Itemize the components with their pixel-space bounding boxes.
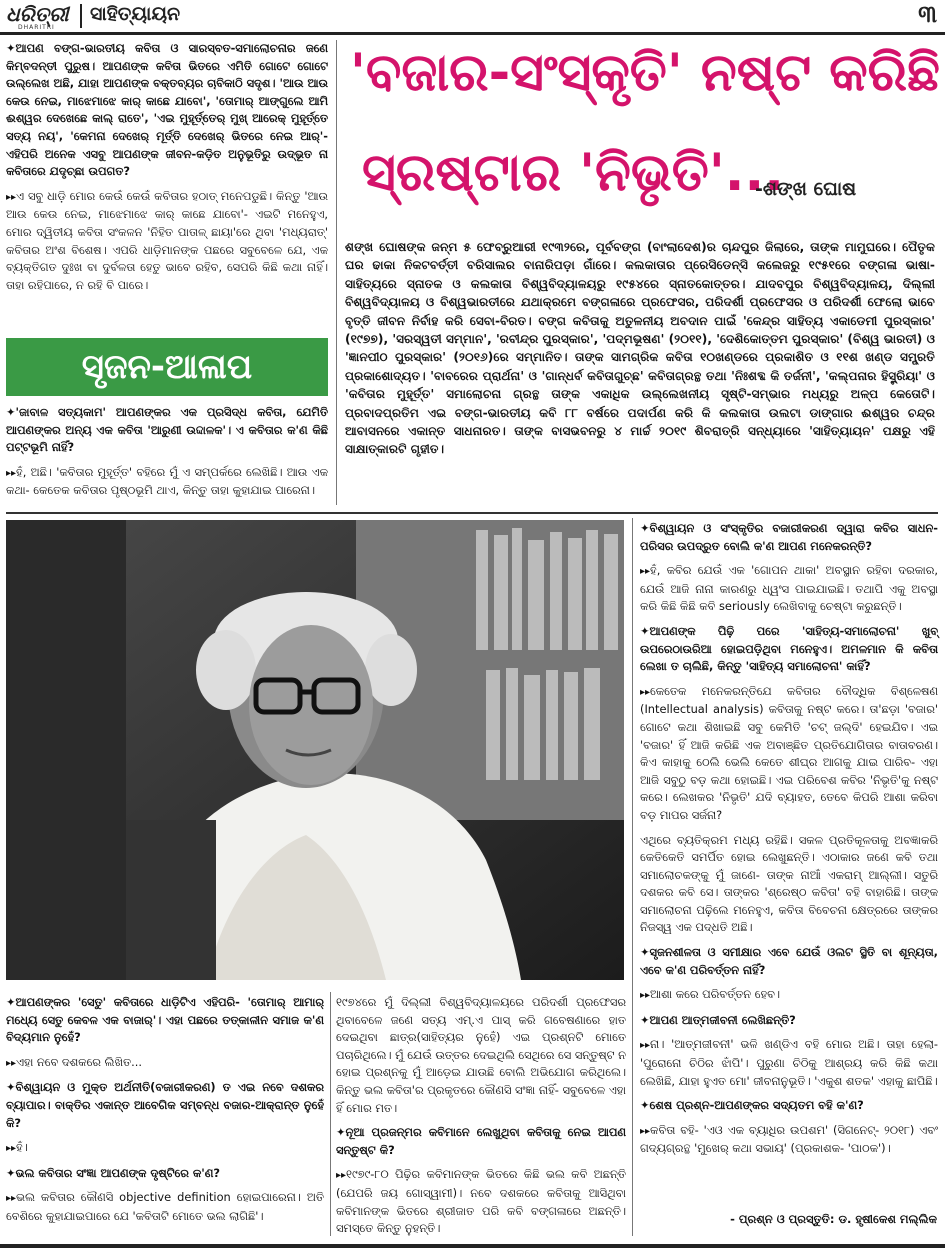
section-name: ସାହିତ୍ୟାୟନ: [90, 3, 181, 25]
author-introduction: ଶଙ୍ଖ ଘୋଷଙ୍କ ଜନ୍ମ ୫ ଫେବ୍ରୁଆରୀ ୧୯୩୨ରେ, ପୂର୍ବବଙ୍ଗ (ବାଂଲାଦେଶ)ର ଚାନ୍ଦପୁର ଜିଲାରେ, ତାଙ୍କ ମାମୁଘରେ। ପୈତୃକ ଘର ଢାକା ନିକଟବର୍ତ୍ତୀ ବରିସାଲର ବାନାରିପଡ଼ା ଗାଁରେ। କଲକାତାର ପ୍ରେସିଡେନ୍ସି କଲେଜରୁ ୧୯୫୧ରେ ବଙ୍ଗଳା ଭାଷା-ସାହିତ୍ୟରେ ସ୍ନାତକ ଓ କଲକାତା ବିଶ୍ୱବିଦ୍ୟାଳୟରୁ ୧୯୫୪ରେ ସ୍ନାତକୋତ୍ତର। ଯାଦବପୁର ବିଶ୍ୱବିଦ୍ୟାଳୟ, ଦିଲ୍ଲୀ ବିଶ୍ୱବିଦ୍ୟାଳୟ ଓ ବିଶ୍ୱଭାରତୀରେ ଯଥାକ୍ରମେ ବଙ୍ଗଳାରେ ପ୍ରଫେସର, ପରିଦର୍ଶୀ ପ୍ରଫେସର ଓ ପରିଦର୍ଶୀ ଫେଲୋ ଭାବେ ବୃତ୍ତି ଜୀବନ ନିର୍ବାହ କରି ସେବା-ବିରତ। ବଙ୍ଗ କବିତାକୁ ଅତୁଳନୀୟ ଅବଦାନ ପାଇଁ 'କେନ୍ଦ୍ର ସାହିତ୍ୟ ଏକାଡେମୀ ପୁରସ୍କାର' (୧୯୭୭), 'ସରସ୍ୱତୀ ସମ୍ମାନ', 'ରବୀନ୍ଦ୍ର ପୁରସ୍କାର', 'ପଦ୍ମଭୂଷଣ' (୨୦୧୧), 'ଦେଶିକୋତ୍ତମ ପୁରସ୍କାର' (ବିଶ୍ୱ ଭାରତୀ) ଓ 'ଜ୍ଞାନପୀଠ ପୁରସ୍କାର' (୨୦୧୬)ରେ ସମ୍ମାନିତ। ତାଙ୍କ ସାମଗ୍ରିକ କବିତା ୧୦ଖଣ୍ଡରେ ପ୍ରକାଶିତ ଓ ୧୧ଶ ଖଣ୍ଡ ସମ୍ପ୍ରତି ପ୍ରକାଶୋଦ୍ୟତ। 'ବାବରେର ପ୍ରାର୍ଥନା' ଓ 'ଗାନ୍ଧର୍ବ କବିତାଗୁଚ୍ଛ' କବିତାଗ୍ରନ୍ଥ ତଥା 'ନିଃଶବ୍ଦ କି ତର୍ଜନୀ', 'କଲ୍ପନାର ହିସ୍ଟ୍ରିୟା' ଓ 'କବିତାର ମୁହୂର୍ତ୍ତ' ସମାଲୋଚନା ଗ୍ରନ୍ଥ ତାଙ୍କ ଏକାଧିକ ଉଲ୍ଲେଖନୀୟ ସୃଷ୍ଟି-ସମ୍ଭାର ମଧ୍ୟରୁ ଅଳ୍ପ କେତୋଟି। ପ୍ରବାଦପ୍ରତିମ ଏଇ ବଙ୍ଗ-ଭାରତୀୟ କବି ୮୮ ବର୍ଷରେ ପଦାର୍ପଣ କରି କି କଲକାତା ଉଲଟା ଡାଙ୍ଗାର ଈଶ୍ୱର ଚନ୍ଦ୍ର ଆବାସନରେ ଏକାନ୍ତ ସାଧନାରତ। ତାଙ୍କ ବାସଭବନରୁ ୪ ମାର୍ଚ୍ଚ ୨୦୧୯ ଶିବରାତ୍ରି ସନ୍ଧ୍ୟାରେ 'ସାହିତ୍ୟାୟନ' ପକ୍ଷରୁ ଏହି ସାକ୍ଷାତ୍କାରଟି ଗୃହୀତ।: [345, 240, 935, 457]
interview-answer: ▸▸ ଏ ସବୁ ଧାଡ଼ି ମୋର କେଉଁ କେଉଁ କବିତାର ହଠାତ୍ ମନେପଡୁଛି। କିନ୍ତୁ 'ଆଉ ଆଉ କେଉ ନେଇ, ମାଝେମାଝେ କାର୍ କାଛେ ଯାବୋ'- ଏଇଟି ମନେହୁଏ, ମୋର ଦ୍ୱିତୀୟ କବିତା ସଂକଳନ 'ନିହିତ ପାତାଳ୍ ଛାୟା'ରେ ଥିବା 'ମଧ୍ୟରାତ୍' କବିତାର ଅଂଶ ବିଶେଷ। ଏପରି ଧାଡ଼ିମାନଙ୍କ ପଛରେ ସବୁବେଳେ ଯେ, ଏକ ବ୍ୟକ୍ତିଗତ ଦୁଃଖ ବା ଦୁର୍ବଳତା ହେତୁ ଭାବେ ରହିବ, ସେପରି କିଛି କଥା ନାହିଁ। ତାହା ରହିପାରେ, ନ ରହି ବି ପାରେ।: [6, 188, 328, 295]
interview-question: ✦ ଆପଣଙ୍କ ପିଢ଼ି ପରେ 'ସାହିତ୍ୟ-ସମାଲୋଚନା' ଖୁବ୍ ଉପରେଠାଉରିଆ ହୋଇପଡ଼ିଥିବା ମନେହୁଏ। ଅମଳମାନ କି କବିତା ଲେଖା ତ ଚାଲିଛି, କିନ୍ତୁ 'ସାହିତ୍ୟ ସମାଲୋଚନା' କାହିଁ?: [640, 623, 938, 676]
interviewer-credit: - ପ୍ରଶ୍ନ ଓ ପ୍ରସ୍ତୁତି: ଡ. ହୃଷୀକେଶ ମଲ୍ଲିକ: [730, 1212, 937, 1226]
column-divider: [632, 518, 633, 1236]
horizontal-rule: [6, 512, 938, 514]
left-column-middle: [6, 404, 328, 507]
interview-answer: ▸▸ ୧୯୭୯-୮୦ ପିଢ଼ିର କବିମାନଙ୍କ ଭିତରେ କିଛି ଭଲ କବି ଅଛନ୍ତି (ଯେପରି ଜୟ ଗୋସ୍ୱାମୀ)। ନବେ ଦଶକରେ କବିତାକୁ ଆସିଥିବା କବିମାନଙ୍କ ଭିତରେ ଶ୍ରୀଜାତ ପରି କବି ବଙ୍ଗଳାରେ ଅଛନ୍ତି। ସମସ୍ତେ କିନ୍ତୁ ନୁହନ୍ତି।: [336, 1166, 626, 1237]
interview-question: ✦ ଭଲ କବିତାର ସଂଜ୍ଞା ଆପଣଙ୍କ ଦୃଷ୍ଟିରେ କ'ଣ?: [6, 1165, 324, 1183]
interview-answer: ▸▸ ହଁ, ଅଛି। 'କବିତାର ମୁହୂର୍ତ୍ତ' ବହିରେ ମୁଁ ଏ ସମ୍ପର୍କରେ ଲେଖିଛି। ଆଉ ଏକ କଥା- କେତେକ କବିତାର ପୃଷ୍ଠଭୂମି ଥାଏ, କିନ୍ତୁ ତାହା କୁହାଯାଇ ପାରେନା।: [6, 464, 328, 500]
right-column: [640, 520, 938, 1165]
interview-question: ✦ ନୂଆ ପ୍ରଜନ୍ମର କବିମାନେ ଲେଖୁଥିବା କବିତାକୁ ନେଇ ଆପଣ ସନ୍ତୁଷ୍ଟ କି?: [336, 1124, 626, 1159]
page-bottom-rule: [0, 1244, 945, 1248]
article-paragraph: ଏଥିରେ ବ୍ୟତିକ୍ରମ ମଧ୍ୟ ରହିଛି। ସକଳ ପ୍ରତିକୂଳତାକୁ ଅବଜ୍ଞାକରି କେତିକେତି ସମର୍ପିତ ହୋଇ ଲେଖୁଛନ୍ତି। ଏଠାକାର ଜଣେ କବି ତଥା ସମାଲୋଚକଙ୍କୁ ମୁଁ ଜାଣେ- ତାଙ୍କ ନାଆଁ ଏକରାମ୍ ଆଲ୍ଲୀ। ସତୁରି ଦଶକର କବି ସେ। ତାଙ୍କର 'ଶ୍ରେଷ୍ଠ କବିତା' ବହି ବାହାରିଛି। ତାଙ୍କ ସମାଲୋଚନା ପଢ଼ିଲେ ମନେହୁଏ, କବିତା ବିବେଚନା କ୍ଷେତ୍ରରେ ତାଙ୍କର ନିଜସ୍ୱ ଏକ ପଦ୍ଧତି ଅଛି।: [640, 832, 938, 935]
interview-question: ✦ ଆପଣ ଆତ୍ମଜୀବନୀ ଲେଖିଛନ୍ତି?: [640, 1012, 938, 1030]
interview-question: ✦ ବିଶ୍ୱାୟନ ଓ ମୁକ୍ତ ଅର୍ଥନୀତି(ବଜାରୀକରଣ) ତ ଏଇ ନବେ ଦଶକର ବ୍ୟାପାର। ବାକ୍ତିର ଏକାନ୍ତ ଆବେଗିକ ସମ୍ବନ୍ଧ ବଜାର-ଆକ୍ରାନ୍ତ ନୁହେଁ କି?: [6, 1079, 324, 1132]
interview-answer: ▸▸ ହଁ।: [6, 1139, 324, 1158]
bottom-left-column: [6, 994, 324, 1233]
author-portrait-photo: [6, 520, 624, 980]
interview-answer: ▸▸ ନା। 'ଆତ୍ମଜୀବନୀ' ଭଳି ଖଣ୍ଡିଏ ବହି ମୋର ଅଛି। ତାହା ହେଲା- 'ପୁରୋନୋ ଚିଠିର ଝାଁପି'। ପୁରୁଣା ଚିଠିକୁ ଆଶ୍ରୟ କରି କିଛି କଥା ଲେଖିଛି, ଯାହା ହୁଏତ ମୋ' ଜୀବନାନୁଭୂତି। 'ଏକୁଶ ଶତକ' ଏହାକୁ ଛାପିଛି।: [640, 1036, 938, 1090]
headline-byline: -ଶଙ୍ଖ ଘୋଷ: [755, 178, 857, 200]
newspaper-logo: ଧରିତ୍ରୀ: [6, 2, 69, 26]
column-divider: [330, 992, 331, 1236]
interview-answer: ▸▸ କେତେକ ମନେକରନ୍ତିଯେ କବିତାର ବୌଦ୍ଧିକ ବିଶ୍ଳେଷଣ (Intellectual analysis) କବିତାକୁ ନଷ୍ଟ କରେ। ତା'ଛଡ଼ା 'ବଜାର' ଗୋଟେ କଥା ଶିଖାଇଛି ସବୁ କେମିତି 'ଚଟ୍ ଜଲ୍ଦି' ହେଇଯିବ। ଏଇ 'ବଜାର' ହିଁ ଆଜି କରିଛି ଏକ ଅବାଞ୍ଛିତ ପ୍ରତିଯୋଗିତାର ବାତାବରଣ। କିଏ କାହାକୁ ଠେଲି ଭେଲି କେତେ ଶୀଘ୍ର ଆଗକୁ ଯାଇ ପାରିବ- ଏହା ଆଜି ସବୁଠୁ ବଡ଼ କଥା ହୋଇଛି। ଏଇ ପରିବେଶ କବିର 'ନିଭୃତି'କୁ ନଷ୍ଟ କରେ। ଲେଖକର 'ନିଭୃତି' ଯଦି ବ୍ୟାହତ, ତେବେ କିପରି ଆଶା କରିବା ବଡ଼ ମାପର ସର୍ଜନା?: [640, 683, 938, 825]
interview-question: ✦ ବିଶ୍ୱାୟନ ଓ ସଂସ୍କୃତିର ବଜାରୀକରଣ ଦ୍ୱାରା କବିର ସାଧନ-ପରିସର ଉପଦ୍ରୁତ ବୋଲି କ'ଣ ଆପଣ ମନେକରନ୍ତି?: [640, 520, 938, 555]
article-paragraph: ୧୯୭୪ରେ ମୁଁ ଦିଲ୍ଲୀ ବିଶ୍ୱବିଦ୍ୟାଳୟରେ ପରିଦର୍ଶୀ ପ୍ରଫେସର ଥିବାବେଳେ ଜଣେ ସତ୍ୟ ଏମ୍.ଏ ପାସ୍ କରି ଗବେଷଣାରେ ହାତ ଦେଇଥିବା ଛାତ୍ର(ସାହିତ୍ୟର ନୁହେଁ) ଏଇ ପ୍ରଶ୍ନଟି ମୋତେ ପଚାରିଥିଲେ। ମୁଁ ଯେଉଁ ଉତ୍ତର ଦେଇଥିଲି ସେଥିରେ ସେ ସନ୍ତୁଷ୍ଟ ନ ହୋଇ ପ୍ରଶ୍ନକୁ ମୁଁ ଆଡ଼େଇ ଯାଉଛି ବୋଲି ଅଭିଯୋଗ କରିଥିଲେ। କିନ୍ତୁ ଭଲ କବିତା'ର ପ୍ରକୃତରେ କୌଣସି ସଂଜ୍ଞା ନାହିଁ- ସବୁବେଳେ ଏହା ହିଁ ମୋର ମତ।: [336, 995, 626, 1115]
left-column-top: [6, 40, 328, 301]
headline-line-1: 'ବଜାର-ସଂସ୍କୃତି' ନଷ୍ଟ କରିଛି: [350, 43, 941, 103]
interview-answer: ▸▸ କବିତା ବହି- 'ଏଓ ଏକ ବ୍ୟାଧିର ଉପଶମ' (ସିଗନେଟ୍- ୨୦୧୮) ଏବଂ ଗଦ୍ୟଗ୍ରନ୍ଥ 'ମୁଖେର୍ କଥା ସଭାୟ' (ପ୍ରକାଶକ- 'ପାଠକ')।: [640, 1122, 938, 1158]
interview-question: ✦ ଆପଣଙ୍କର 'ସେତୁ' କବିତାରେ ଧାଡ଼ିଟିଏ ଏହିପରି- 'ତୋମାର୍ ଆମାର୍ ମଧ୍ୟେ ସେତୁ କେବଳ ଏକ ବାଜାର୍'। ଏହା ପଛରେ ତତ୍କାଳୀନ ସମାଜ କ'ଣ ବିଦ୍ୟମାନ ନୁହେଁ?: [6, 994, 324, 1047]
interview-answer: ▸▸ ହଁ, କବିର ଯେଉଁ ଏକ 'ଗୋପନ ଥାକା' ଅବସ୍ଥାନ ରହିବା ଦରକାର, ଯେଉଁ ଆଜି ନାନା କାରଣରୁ ଧ୍ୱଂସ ପାଇଯାଇଛି। ତଥାପି ଏକୁ ଅବସ୍ଥା କରି କିଛି କିଛି କବି seriously ଲେଖିବାକୁ ଚେଷ୍ଟା କରୁଛନ୍ତି।: [640, 562, 938, 616]
interview-question: ✦ ଶେଷ ପ୍ରଶ୍ନ-ଆପଣଙ୍କର ସଦ୍ୟତମ ବହି କ'ଣ?: [640, 1097, 938, 1115]
section-banner: ସୃଜନ-ଆଳାପ: [6, 338, 328, 396]
interview-question: ✦ 'ଜାବାଳ ସତ୍ୟକାମ' ଆପଣଙ୍କର ଏକ ପ୍ରସିଦ୍ଧ କବିତା, ଯେମିତି ଆପଣଙ୍କର ଅନ୍ୟ ଏକ କବିତା 'ଆରୁଣୀ ଉଦ୍ଦାଳକ'। ଏ କବିତାର କ'ଣ କିଛି ପଟ୍ଟଭୂମି ନାହିଁ?: [6, 404, 328, 457]
interview-answer: ▸▸ ଆଶା କରେ ପରିବର୍ତ୍ତନ ହେବ।: [640, 986, 938, 1005]
column-divider: [336, 40, 337, 505]
interview-question: ✦ ଆପଣ ବଙ୍ଗ-ଭାରତୀୟ କବିତା ଓ ସାରସ୍ବତ-ସମାଲୋଚନାର ଜଣେ କିମ୍ବଦନ୍ତୀ ପୁରୁଷ। ଆପଣଙ୍କ କବିତା ଭିତରେ ଏମିତି ଗୋଟେ ଗୋଟେ ଉଲ୍ଲେଖ ଅଛି, ଯାହା ଆପଣଙ୍କ ବକ୍ତବ୍ୟର ଚାବିକାଠି ସଦୃଶ। 'ଆଉ ଆଉ କେଉ ନେଇ, ମାଝେମାଝେ କାର୍ କାଛେ ଯାବୋ', 'ତୋମାର୍ ଆଙ୍ଗୁଲେ ଆମି ଈଶ୍ୱର ଦେଖେଛେ କାଲ୍ ରାତେ', 'ଏଇ ମୁହୂର୍ତ୍ତେର୍ ମୁଖ୍ ଆରେକ୍ ମୁହୂର୍ତ୍ତେ ସତ୍ୟ ନୟ', 'କେମନା ଦେଖେର୍ ମୂର୍ତ୍ତି ଦେଖେର୍ ଭିତରେ ନେଇ ଆର୍'- ଏହିପରି ଅନେକ ଏସବୁ ଆପଣଙ୍କ ଜୀବନ-କଡ଼ିତ ଅନୁଭୂତିରୁ ଉଦ୍ଭୂତ ନା କବିତାରେ ଯଦୃଚ୍ଛା ଉପଗତ?: [6, 40, 328, 181]
newspaper-logo-subtitle: DHARITRI: [18, 24, 55, 31]
header-divider: [80, 4, 82, 28]
headline-line-2: ସ୍ରଷ୍ଟାର 'ନିଭୃତି'...: [362, 143, 785, 203]
interview-answer: ▸▸ ଏହା ନବେ ଦଶକରେ ଲିଖିତ...: [6, 1054, 324, 1073]
interview-question: ✦ ସୃଜନଶୀଳତା ଓ ସମୀକ୍ଷାର ଏବେ ଯେଉଁ ଓଲଟ ସ୍ଥିତି ବା ଶୂନ୍ୟତା, ଏବେ କ'ଣ ପରିବର୍ତ୍ତନ ନାହିଁ?: [640, 944, 938, 979]
bottom-middle-column: [336, 994, 626, 1245]
interview-answer: ▸▸ ଭଲ କବିତାର କୌଣସି objective definition ହୋଇପାରେନା। ଅତି ବେଶିରେ କୁହାଯାଇପାରେ ଯେ 'କବିତାଟି ମୋତେ ଭଲ ଲାଗିଛି'।: [6, 1189, 324, 1225]
page-number: ୩: [918, 0, 937, 28]
